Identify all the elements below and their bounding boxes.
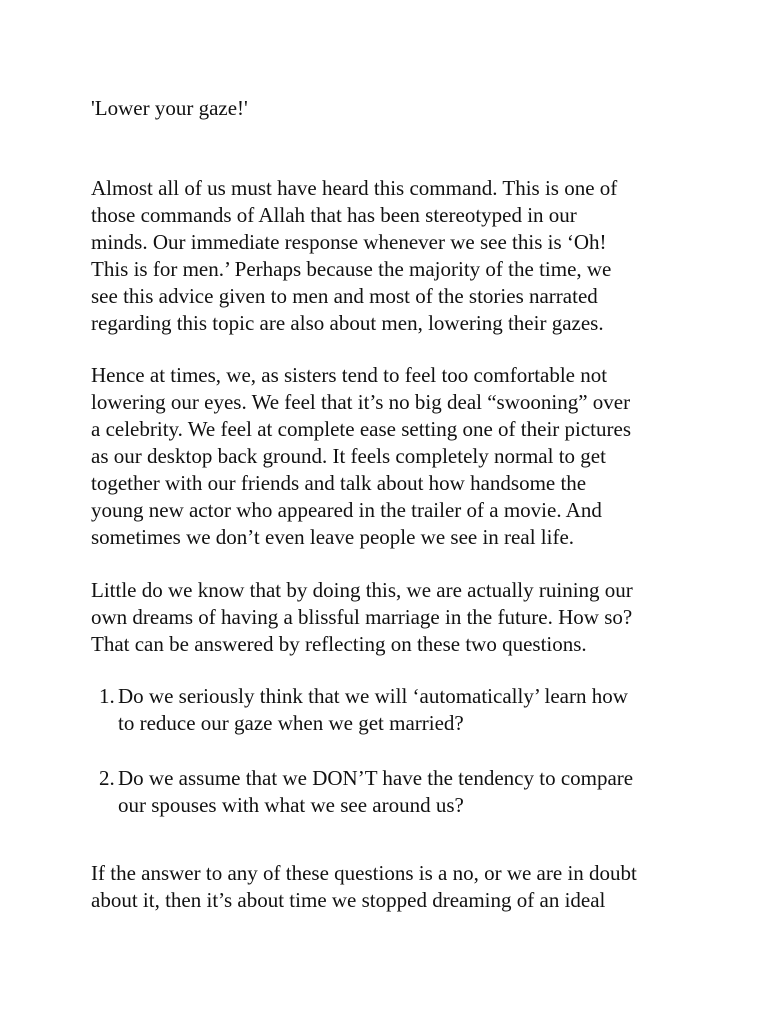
paragraph-line: see this advice given to men and most of the stories narrated bbox=[91, 284, 598, 308]
paragraph-line: minds. Our immediate response whenever we see this is ‘Oh! bbox=[91, 230, 607, 254]
paragraph-line: regarding this topic are also about men, lowering their gazes. bbox=[91, 311, 604, 335]
list-line: Do we seriously think that we will ‘automatically’ learn how bbox=[118, 684, 628, 708]
paragraph-line: Hence at times, we, as sisters tend to feel too comfortable not bbox=[91, 363, 608, 387]
paragraph-line: That can be answered by reflecting on these two questions. bbox=[91, 632, 587, 656]
paragraph-line: as our desktop back ground. It feels completely normal to get bbox=[91, 444, 606, 468]
paragraph-4 bbox=[91, 860, 637, 914]
paragraph-line: a celebrity. We feel at complete ease setting one of their pictures bbox=[91, 417, 631, 441]
paragraph-line: Almost all of us must have heard this command. This is one of bbox=[91, 176, 618, 200]
paragraph-line: own dreams of having a blissful marriage in the future. How so? bbox=[91, 605, 633, 629]
paragraph-3 bbox=[91, 577, 633, 658]
question-list bbox=[91, 683, 633, 819]
paragraph-1 bbox=[91, 175, 617, 337]
document-title: 'Lower your gaze!' bbox=[91, 96, 248, 120]
list-item bbox=[91, 765, 633, 819]
list-line: Do we assume that we DON’T have the tendency to compare bbox=[118, 766, 634, 790]
list-item bbox=[91, 683, 633, 737]
list-number: 1. bbox=[99, 684, 115, 708]
paragraph-line: lowering our eyes. We feel that it’s no big deal “swooning” over bbox=[91, 390, 631, 414]
paragraph-line: sometimes we don’t even leave people we see in real life. bbox=[91, 525, 575, 549]
list-number: 2. bbox=[99, 766, 115, 790]
paragraph-line: young new actor who appeared in the trailer of a movie. And bbox=[91, 498, 602, 522]
paragraph-line: those commands of Allah that has been stereotyped in our bbox=[91, 203, 577, 227]
paragraph-line: Little do we know that by doing this, we are actually ruining our bbox=[91, 578, 633, 602]
paragraph-line: about it, then it’s about time we stopped dreaming of an ideal bbox=[91, 888, 606, 912]
paragraph-line: This is for men.’ Perhaps because the majority of the time, we bbox=[91, 257, 612, 281]
list-line: to reduce our gaze when we get married? bbox=[118, 711, 464, 735]
paragraph-line: together with our friends and talk about how handsome the bbox=[91, 471, 587, 495]
list-line: our spouses with what we see around us? bbox=[118, 793, 464, 817]
paragraph-line: If the answer to any of these questions is a no, or we are in doubt bbox=[91, 861, 637, 885]
paragraph-2 bbox=[91, 362, 631, 551]
